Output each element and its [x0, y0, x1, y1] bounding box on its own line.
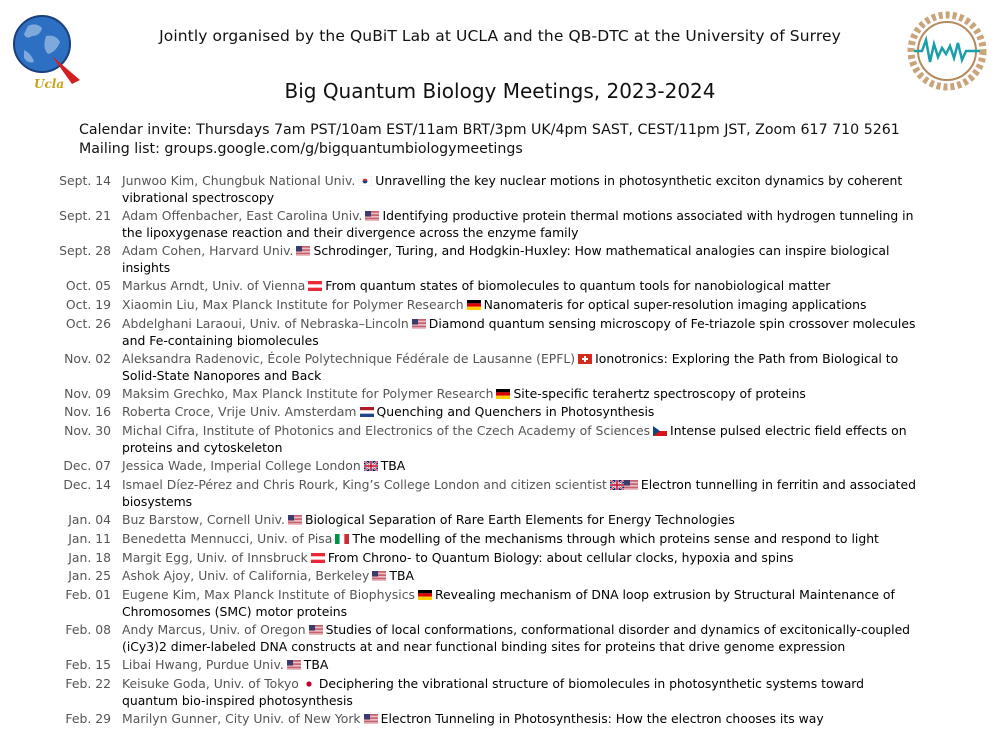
schedule-entry [0, 568, 1000, 585]
schedule-entry [0, 208, 1000, 241]
flag-de-icon [467, 298, 481, 314]
entry-date: Jan. 18 [68, 549, 111, 565]
entry-talk-title: Quenching and Quenchers in Photosynthesis [376, 404, 655, 420]
entry-date: Jan. 25 [68, 568, 111, 584]
entry-body [122, 711, 922, 728]
schedule-list [0, 173, 1000, 730]
entry-date: Dec. 14 [63, 476, 111, 492]
entry-talk-title: Electron tunnelling in ferritin and associated biosystems [122, 476, 916, 510]
entry-date: Oct. 05 [65, 278, 111, 293]
flag-cz-icon [653, 424, 667, 440]
entry-date: Nov. 02 [64, 350, 111, 366]
entry-talk-title: Unravelling the key nuclear motions in photosynthetic exciton dynamics by coherent vibrational spectroscopy [122, 173, 903, 206]
entry-speaker: Aleksandra Radenovic, École Polytechnique Fédérale de Lausanne (EPFL) [122, 350, 576, 366]
flag-us-icon [364, 712, 378, 728]
schedule-entry [0, 676, 1000, 709]
schedule-entry [0, 404, 1000, 421]
flag-gbus-icon [610, 478, 638, 494]
entry-date: Nov. 09 [64, 385, 111, 401]
entry-body [122, 477, 922, 510]
entry-date: Oct. 26 [65, 315, 111, 331]
entry-speaker: Abdelghani Laraoui, Univ. of Nebraska–Lincoln [122, 315, 409, 331]
entry-body [122, 531, 922, 548]
entry-date: Sept. 14 [59, 173, 111, 188]
entry-speaker: Libai Hwang, Purdue Univ. [122, 657, 284, 673]
schedule-entry [0, 423, 1000, 456]
entry-body [122, 423, 922, 456]
entry-speaker: Roberta Croce, Vrije Univ. Amsterdam [122, 404, 357, 420]
entry-date: Feb. 22 [65, 675, 111, 691]
entry-date: Oct. 19 [65, 296, 111, 312]
flag-us-icon [372, 569, 386, 585]
calendar-invite: Calendar invite: Thursdays 7am PST/10am EST/11am BRT/3pm UK/4pm SAST, CEST/11pm JST, Zoom 617 710 5261 [79, 122, 900, 138]
flag-it-icon [335, 532, 349, 548]
entry-talk-title: TBA [380, 458, 406, 474]
entry-talk-title: Intense pulsed electric field effects on proteins and cytoskeleton [122, 423, 907, 456]
entry-date: Nov. 30 [64, 423, 111, 439]
entry-date: Feb. 08 [65, 622, 111, 638]
entry-body [122, 512, 922, 529]
entry-speaker: Jessica Wade, Imperial College London [122, 458, 361, 474]
schedule-entry [0, 173, 1000, 206]
schedule-entry [0, 243, 1000, 276]
entry-speaker: Adam Cohen, Harvard Univ. [122, 243, 294, 258]
flag-kr-icon [358, 174, 372, 190]
entry-talk-title: Electron Tunneling in Photosynthesis: How the electron chooses its way [380, 710, 824, 726]
entry-talk-title: TBA [389, 568, 414, 584]
entry-talk-title: Diamond quantum sensing microscopy of Fe-triazole spin crossover molecules and Fe-containing biomolecules [122, 315, 916, 348]
entry-date: Jan. 04 [68, 511, 111, 527]
meeting-info [79, 121, 900, 159]
entry-body [122, 622, 922, 655]
entry-speaker: Eugene Kim, Max Planck Institute of Biophysics [122, 587, 415, 603]
entry-body [122, 351, 922, 384]
flag-us-icon [296, 244, 310, 260]
flag-us-icon [365, 209, 379, 225]
entry-speaker: Adam Offenbacher, East Carolina Univ. [122, 208, 363, 223]
entry-talk-title: From Chrono- to Quantum Biology: about cellular clocks, hypoxia and spins [327, 549, 794, 565]
mailing-list: Mailing list: groups.google.com/g/bigquantumbiologymeetings [79, 141, 523, 157]
svg-text:Ucla: Ucla [34, 77, 65, 91]
entry-body [122, 587, 922, 620]
entry-body [122, 297, 922, 314]
schedule-entry [0, 297, 1000, 314]
schedule-entry [0, 316, 1000, 349]
entry-speaker: Ashok Ajoy, Univ. of California, Berkeley [122, 568, 370, 584]
entry-talk-title: Site-specific terahertz spectroscopy of proteins [513, 385, 806, 401]
schedule-entry [0, 458, 1000, 475]
entry-speaker: Benedetta Mennucci, Univ. of Pisa [122, 530, 333, 546]
flag-us-icon [309, 623, 323, 639]
entry-date: Feb. 01 [65, 587, 111, 603]
schedule-entry [0, 550, 1000, 567]
flag-us-icon [412, 317, 426, 333]
flag-at-icon [311, 551, 325, 567]
entry-speaker: Buz Barstow, Cornell Univ. [122, 511, 285, 527]
entry-body [122, 550, 922, 567]
entry-body [122, 243, 922, 276]
entry-date: Nov. 16 [64, 404, 111, 420]
entry-body [122, 386, 922, 403]
flag-at-icon [308, 279, 322, 295]
entry-date: Dec. 07 [63, 458, 111, 474]
entry-speaker: Margit Egg, Univ. of Innsbruck [122, 549, 308, 565]
entry-body [122, 568, 922, 585]
schedule-entry [0, 657, 1000, 674]
entry-talk-title: Deciphering the vibrational structure of biomolecules in photosynthetic systems toward quantum bio-inspired photosynthesis [122, 675, 865, 709]
entry-date: Sept. 21 [59, 208, 111, 223]
flag-gb-icon [364, 459, 378, 475]
entry-speaker: Xiaomin Liu, Max Planck Institute for Polymer Research [122, 296, 464, 312]
schedule-entry [0, 477, 1000, 510]
flag-ch-icon [578, 352, 592, 368]
flag-de-icon [418, 588, 432, 604]
schedule-entry [0, 386, 1000, 403]
entry-talk-title: The modelling of the mechanisms through which proteins sense and respond to light [352, 530, 879, 546]
entry-speaker: Maksim Grechko, Max Planck Institute for Polymer Research [122, 385, 494, 401]
page-title: Big Quantum Biology Meetings, 2023-2024 [284, 79, 716, 103]
entry-date: Sept. 28 [59, 243, 111, 258]
entry-body [122, 278, 922, 295]
flag-nl-icon [360, 405, 374, 421]
entry-speaker: Ismael Díez-Pérez and Chris Rourk, King’s College London and citizen scientist [122, 476, 607, 492]
flag-us-icon [288, 513, 302, 529]
entry-talk-title: Schrodinger, Turing, and Hodgkin-Huxley: How mathematical analogies can inspire biological insights [122, 243, 890, 276]
entry-body [122, 208, 922, 241]
entry-speaker: Markus Arndt, Univ. of Vienna [122, 278, 306, 293]
entry-speaker: Marilyn Gunner, City Univ. of New York [122, 710, 361, 726]
entry-speaker: Junwoo Kim, Chungbuk National Univ. [122, 173, 356, 188]
organizers-line: Jointly organised by the QuBiT Lab at UCLA and the QB-DTC at the University of Surrey [159, 27, 841, 45]
schedule-entry [0, 711, 1000, 728]
schedule-entry [0, 622, 1000, 655]
entry-date: Feb. 29 [65, 710, 111, 726]
entry-talk-title: Ionotronics: Exploring the Path from Biological to Solid-State Nanopores and Back [122, 350, 899, 383]
entry-talk-title: Revealing mechanism of DNA loop extrusion by Structural Maintenance of Chromosomes (SMC) motor proteins [122, 587, 895, 620]
schedule-entry [0, 512, 1000, 529]
entry-speaker: Michal Cifra, Institute of Photonics and Electronics of the Czech Academy of Sciences [122, 423, 651, 439]
entry-date: Feb. 15 [65, 657, 111, 673]
entry-speaker: Keisuke Goda, Univ. of Tokyo [122, 675, 299, 691]
flag-de-icon [496, 387, 510, 403]
entry-body [122, 404, 922, 421]
entry-body [122, 458, 922, 475]
schedule-entry [0, 351, 1000, 384]
entry-talk-title: Identifying productive protein thermal motions associated with hydrogen tunneling in the lipoxygenase reaction and their divergence across the enzyme family [122, 208, 914, 241]
schedule-entry [0, 587, 1000, 620]
schedule-entry [0, 278, 1000, 295]
flag-us-icon [287, 658, 301, 674]
schedule-entry [0, 531, 1000, 548]
entry-talk-title: TBA [303, 657, 329, 673]
entry-body [122, 657, 922, 674]
flag-jp-icon [302, 677, 316, 693]
entry-speaker: Andy Marcus, Univ. of Oregon [122, 622, 306, 638]
entry-talk-title: Studies of local conformations, conformational disorder and dynamics of excitonically-coupled (iCy3)2 dimer-labeled DNA constructs at and near functional binding sites for proteins that drive genome expression [122, 622, 911, 655]
entry-body [122, 316, 922, 349]
entry-talk-title: Nanomateris for optical super-resolution imaging applications [483, 296, 867, 312]
entry-date: Jan. 11 [68, 530, 111, 546]
entry-talk-title: Biological Separation of Rare Earth Elements for Energy Technologies [304, 511, 735, 527]
entry-talk-title: From quantum states of biomolecules to quantum tools for nanobiological matter [325, 278, 831, 293]
entry-body [122, 173, 922, 206]
entry-body [122, 676, 922, 709]
